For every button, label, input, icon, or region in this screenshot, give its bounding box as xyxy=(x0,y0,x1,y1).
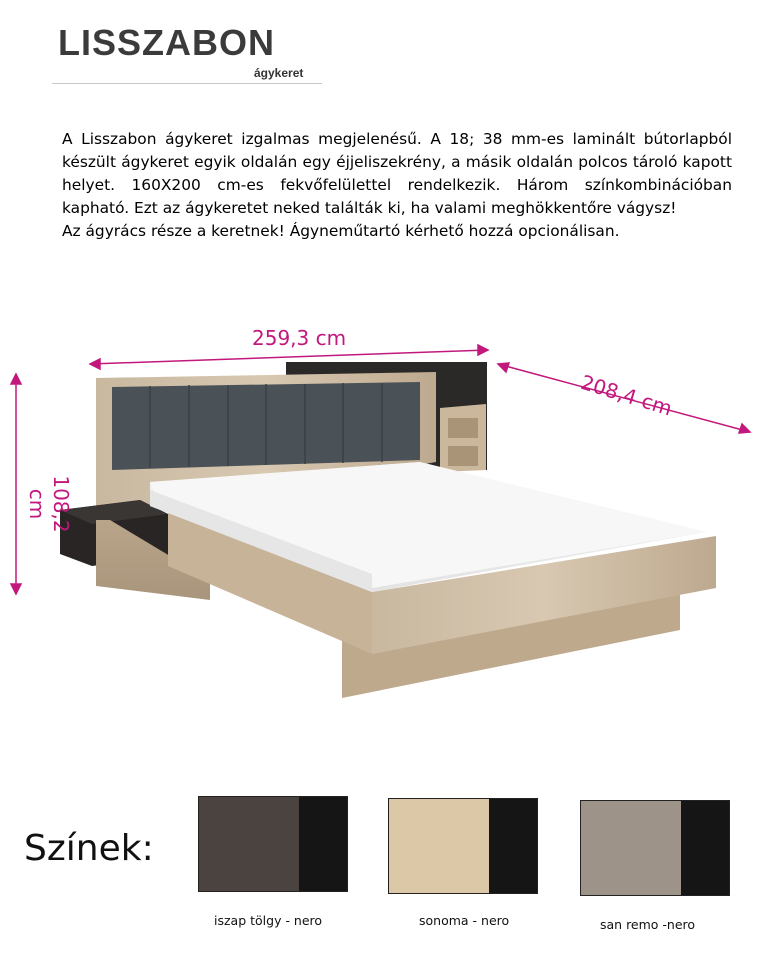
color-swatch-sonoma[interactable] xyxy=(388,798,538,894)
colors-label: Színek: xyxy=(24,828,154,869)
swatch-label-san-remo: san remo -nero xyxy=(600,917,696,932)
swatch-wood-tone xyxy=(199,797,299,891)
width-dimension: 259,3 cm xyxy=(252,326,347,350)
brand-subtitle: ágykeret xyxy=(254,66,304,80)
description-note: Az ágyrács része a keretnek! Ágyneműtartó kérhető hozzá opcionálisan. xyxy=(62,222,620,240)
brand-title: LISSZABON xyxy=(58,22,276,63)
swatch-label-sonoma: sonoma - nero xyxy=(419,913,510,928)
height-dimension: 108,2 cm xyxy=(25,475,73,533)
swatch-accent-tone xyxy=(489,799,537,893)
swatch-wood-tone xyxy=(389,799,489,893)
swatch-wood-tone xyxy=(581,801,681,895)
color-swatch-iszap[interactable] xyxy=(198,796,348,892)
swatch-accent-tone xyxy=(299,797,347,891)
depth-dimension: 208,4 cm xyxy=(577,370,675,421)
swatch-label-iszap: iszap tölgy - nero xyxy=(214,913,323,928)
description-paragraph: A Lisszabon ágykeret izgalmas megjelenésű. A 18; 38 mm-es laminált bútorlapból készült ágykeret egyik oldalán egy éjjeliszekrény, a másik oldalán polcos tároló kapott helyet. 160X200 cm-es fekvőfelülettel rendelkezik. Három színkombinációban kapható. Ezt az ágykeretet neked találták ki, ha valami meghökkentőre vágysz! xyxy=(62,130,732,217)
color-swatch-san-remo[interactable] xyxy=(580,800,730,896)
swatch-accent-tone xyxy=(681,801,729,895)
